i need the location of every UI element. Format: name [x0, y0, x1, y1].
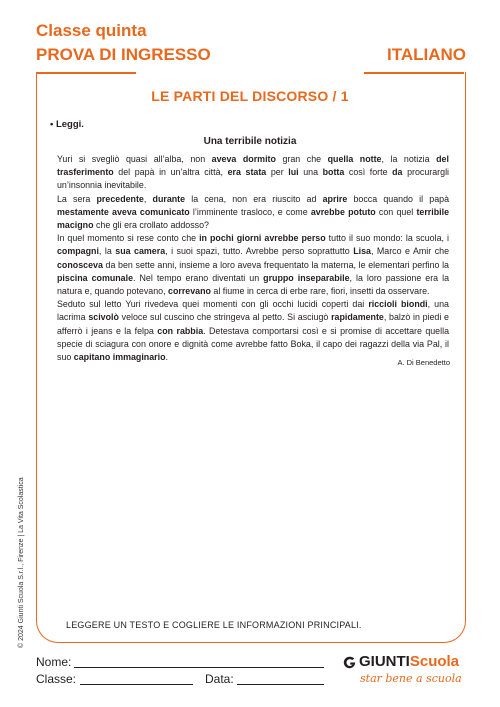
story-author: A. Di Benedetto — [397, 358, 450, 367]
story-paragraph — [57, 298, 449, 364]
text-segment: In quel momento si rese conto che — [57, 233, 200, 244]
text-segment: , la notizia — [381, 154, 437, 164]
text-segment: La sera — [57, 193, 97, 204]
text-segment: , una lacrima — [57, 299, 449, 323]
highlighted-word: compagni — [57, 246, 99, 257]
copyright-notice: © 2024 Giunti Scuola S.r.l., Firenze | La Vita Scolastica — [18, 477, 25, 648]
highlighted-word: sua camera — [115, 246, 166, 257]
text-segment: . Nel tempo erano diventati un — [133, 272, 264, 283]
text-segment: . Detestava comportarsi così e si promise di accettare quella specie di sciagura con onore e dignità come avrebbe fatto Boka, il capo dei ragazzi della via Pal, il suo — [57, 325, 449, 363]
text-segment: al fiume in cerca di erbe rare, fiori, insetti da osservare. — [210, 286, 430, 297]
highlighted-word: scivolò — [88, 312, 119, 323]
text-segment: per — [266, 167, 289, 178]
text-segment: da ben sette anni, insieme a loro aveva frequentato la materna, le elementari perfino la — [102, 259, 449, 270]
text-segment: , la loro passione era la natura e, quando potevano, — [57, 272, 450, 297]
class-label: Classe: — [36, 672, 77, 686]
text-segment: Yuri si svegliò quasi all’alba, non — [57, 154, 212, 164]
highlighted-word: aveva dormito — [211, 154, 276, 164]
text-segment: tutto il suo mondo: la scuola, i — [325, 233, 449, 244]
highlighted-word: con rabbia — [157, 325, 204, 336]
story-title: Una terribile notizia — [203, 136, 297, 147]
story-text — [57, 153, 449, 364]
highlighted-word: precedente — [96, 193, 144, 204]
text-segment: , balzò in piedi e afferrò i jeans e la felpa — [57, 312, 449, 336]
text-segment: con quel — [375, 206, 417, 217]
subject-label: ITALIANO — [386, 45, 466, 64]
highlighted-word: capitano immaginario — [73, 352, 166, 363]
highlighted-word: quella notte — [327, 154, 382, 164]
highlighted-word: da — [392, 167, 403, 178]
story-paragraph — [57, 193, 449, 233]
text-segment: che gli era crollato addosso? — [93, 220, 209, 231]
highlighted-word: correvano — [168, 286, 211, 297]
highlighted-word: aprire — [322, 193, 348, 204]
text-segment: l’imminente trasloco, e come — [189, 206, 311, 217]
text-segment: , i suoi spazi, tutto. Avrebbe perso soprattutto — [165, 246, 354, 257]
name-label: Nome: — [36, 655, 72, 669]
logo-brand-accent: Scuola — [409, 653, 460, 670]
story-paragraph — [57, 153, 449, 193]
date-field[interactable] — [237, 684, 324, 685]
highlighted-word: in pochi giorni avrebbe perso — [199, 233, 326, 244]
highlighted-word: rapidamente — [331, 312, 384, 323]
text-segment: così forte — [344, 167, 393, 178]
highlighted-word: avrebbe potuto — [310, 206, 376, 217]
highlighted-word: conosceva — [57, 259, 103, 270]
test-title: PROVA DI INGRESSO — [36, 45, 211, 64]
class-field[interactable] — [80, 684, 193, 685]
highlighted-word: era stata — [227, 167, 267, 178]
text-segment: , — [143, 193, 153, 204]
highlighted-word: botta — [322, 167, 345, 178]
highlighted-word: mestamente aveva comunicato — [57, 206, 190, 217]
name-field[interactable] — [74, 667, 324, 668]
highlighted-word: gruppo inseparabile — [263, 272, 350, 283]
text-segment: la cena, non era riuscito ad — [185, 193, 323, 204]
text-segment: una — [298, 167, 323, 178]
section-title: LE PARTI DEL DISCORSO / 1 — [151, 88, 349, 104]
text-segment: del papà in un’altra città, — [113, 167, 228, 178]
highlighted-word: riccioli biondi — [368, 299, 428, 310]
story-paragraph — [57, 232, 449, 298]
giunti-logo — [359, 653, 459, 670]
date-label: Data: — [205, 672, 234, 686]
highlighted-word: Lisa — [353, 246, 371, 257]
giunti-logo-icon — [343, 656, 356, 669]
logo-tagline: star bene a scuola — [360, 672, 462, 685]
highlighted-word: terribile macigno — [57, 206, 450, 231]
text-segment: bocca quando il papà — [347, 193, 449, 204]
text-segment: gran che — [275, 154, 328, 164]
highlighted-word: piscina comunale — [57, 272, 134, 283]
text-segment: . — [165, 352, 168, 363]
highlighted-word: durante — [152, 193, 186, 204]
learning-objective: LEGGERE UN TESTO E COGLIERE LE INFORMAZIONI PRINCIPALI. — [66, 620, 362, 630]
text-segment: , la — [98, 246, 116, 257]
instruction: • Leggi. — [50, 119, 84, 130]
logo-brand: GIUNTI — [359, 653, 410, 670]
text-segment: procurargli un’insonnia inevitabile. — [57, 167, 450, 191]
text-segment: veloce sul cuscino che stringeva al petto. Si asciugò — [118, 312, 332, 323]
highlighted-word: del trasferimento — [57, 154, 449, 178]
text-segment: Seduto sul letto Yuri rivedeva quei momenti con gli occhi lucidi coperti dai — [57, 299, 369, 310]
highlighted-word: lui — [288, 167, 299, 178]
text-segment: , Marco e Amir che — [370, 246, 450, 257]
class-level: Classe quinta — [36, 21, 147, 40]
